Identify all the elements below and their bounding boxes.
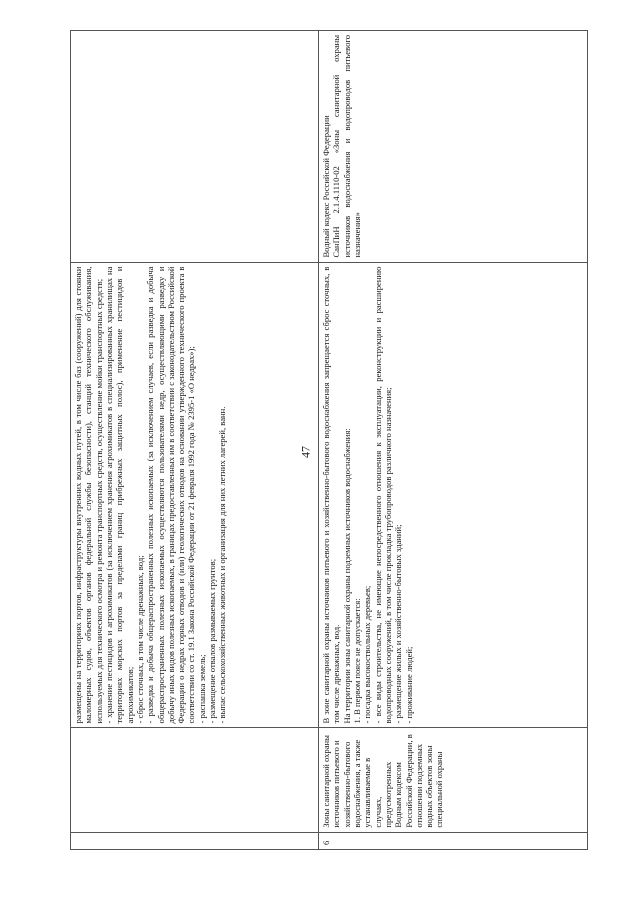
restrictions-list xyxy=(73,267,228,724)
restriction-line: В зоне санитарной охраны источников питьевого и хозяйственно-бытового водоснабжения запрещается сброс сточных, в том числе дренажных, вод. xyxy=(321,266,342,724)
restriction-line: - размещение жилых и хозяйственно-бытовых зданий; xyxy=(393,524,404,724)
legal-basis-list xyxy=(321,35,362,258)
zone-name-cell: Зоны санитарной охраны источников питьевого и хозяйственно-бытового водоснабжения, а также устанавливаемые в случаях, предусмотренных Водным кодексом Российской Федерации, в отношении подземных водных объектов зоны специальной охраны xyxy=(319,728,588,832)
row-number-cell xyxy=(71,832,319,849)
restriction-line: - сброс сточных, в том числе дренажных, вод; xyxy=(134,555,145,724)
restriction-line: - распашка земель; xyxy=(196,654,207,724)
rotated-table-container xyxy=(70,30,582,850)
legal-basis-cell xyxy=(319,31,588,263)
restriction-line: - посадка высокоствольных деревьев; xyxy=(362,585,373,724)
table-row xyxy=(71,31,319,850)
restriction-line: - выпас сельскохозяйственных животных и организация для них летних лагерей, ванн. xyxy=(217,406,228,724)
restriction-line: - разведка и добыча общераспространенных полезных ископаемых (за исключением случаев, если разведка и добыча общераспространенных полезных ископаемых осуществляются пользователями недр, осуществляющими разведку и добычу иных видов полезных ископаемых, в границах предоставленных им в соответствии с законодательством Российской Федерации о недрах горных отводов и (или) геологических отводов на основании утвержденного технического проекта в соответствии со ст. 19.1 Закона Российской Федерации от 21 февраля 1992 года № 2395-1 «О недрах»); xyxy=(145,266,197,724)
zone-name-cell xyxy=(71,728,319,832)
restriction-line: - проживание людей; xyxy=(403,646,414,724)
table-row xyxy=(319,31,588,850)
restriction-line: - хранение пестицидов и агрохимикатов (за исключением хранения агрохимикатов в специализированных хранилищах на территориях морских портов за пределами границ прибрежных защитных полос), применение пестицидов и агрохимикатов; xyxy=(103,266,135,724)
restriction-line: - размещение отвалов размываемых грунтов; xyxy=(207,558,218,724)
restriction-line: На территории зоны санитарной охраны подземных источников водоснабжения: xyxy=(341,428,352,724)
restrictions-cell xyxy=(319,262,588,728)
restrictions-list xyxy=(321,267,414,724)
legal-basis-cell xyxy=(71,31,319,263)
row-number-cell: 6 xyxy=(319,832,588,849)
restriction-line: размещены на территориях портов, инфраструктуры внутренних водных путей, в том числе баз (сооружений) для стоянки маломерных судов, объектов органов федеральной службы безопасности), станций технического обслуживания, используемых для технического осмотра и ремонта транспортных средств, осуществление мойки транспортных средств; xyxy=(73,266,104,724)
page-number: 47 xyxy=(298,446,313,458)
restrictions-table xyxy=(70,30,588,850)
legal-basis-item: СанПиН 2.1.4.1110-02 «Зоны санитарной охраны источников водоснабжения и водопроводов питьевого назначения» xyxy=(331,35,362,258)
restriction-line: - все виды строительства, не имеющие непосредственного отношения к эксплуатации, реконструкции и расширению водопроводных сооружений, в том числе прокладка трубопроводов различного назначения; xyxy=(372,266,393,724)
restrictions-cell xyxy=(71,262,319,728)
legal-basis-item: Водный кодекс Российской Федерации xyxy=(321,115,331,258)
restriction-line: 1. В первом поясе не допускается: xyxy=(351,598,362,724)
